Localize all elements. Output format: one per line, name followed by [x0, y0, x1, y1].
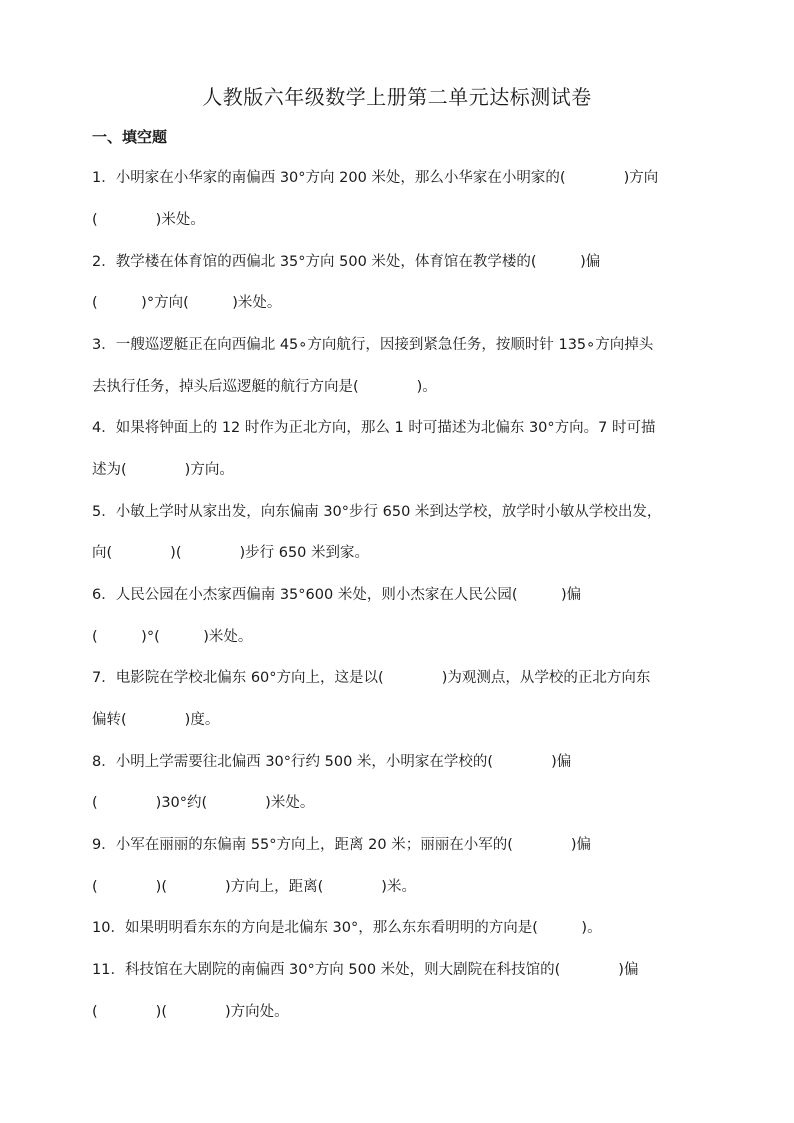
question-4-line-2: 述为( )方向。 [92, 462, 234, 478]
question-7-line-1: 7．电影院在学校北偏东 60°方向上，这是以( )为观测点，从学校的正北方向东 [92, 670, 651, 686]
question-2-line-2: ( )°方向( )米处。 [92, 295, 282, 311]
question-6-line-2: ( )°( )米处。 [92, 629, 253, 645]
question-1-line-2: ( )米处。 [92, 212, 205, 228]
page-title: 人教版六年级数学上册第二单元达标测试卷 [202, 85, 592, 109]
question-9-line-1: 9．小军在丽丽的东偏南 55°方向上，距离 20 米；丽丽在小军的( )偏 [92, 837, 592, 853]
question-11-line-1: 11．科技馆在大剧院的南偏西 30°方向 500 米处，则大剧院在科技馆的( )偏 [92, 962, 639, 978]
question-7-line-2: 偏转( )度。 [92, 712, 220, 728]
question-5-line-1: 5．小敏上学时从家出发，向东偏南 30°步行 650 米到达学校，放学时小敏从学校出发， [92, 504, 662, 520]
question-11-line-2: ( )( )方向处。 [92, 1004, 289, 1020]
question-6-line-1: 6．人民公园在小杰家西偏南 35°600 米处，则小杰家在人民公园( )偏 [92, 587, 582, 603]
question-5-line-2: 向( )( )步行 650 米到家。 [92, 545, 370, 561]
question-3-line-1: 3．一艘巡逻艇正在向西偏北 45∘方向航行，因接到紧急任务，按顺时针 135∘方向掉头 [92, 337, 654, 353]
question-2-line-1: 2．教学楼在体育馆的西偏北 35°方向 500 米处，体育馆在教学楼的( )偏 [92, 254, 601, 270]
question-8-line-2: ( )30°约( )米处。 [92, 795, 315, 811]
question-3-line-2: 去执行任务，掉头后巡逻艇的航行方向是( )。 [92, 379, 437, 395]
question-10-line-1: 10．如果明明看东东的方向是北偏东 30°，那么东东看明明的方向是( )。 [92, 920, 602, 936]
question-4-line-1: 4．如果将钟面上的 12 时作为正北方向，那么 1 时可描述为北偏东 30°方向。7 时可描 [92, 420, 656, 436]
section-heading: 一、填空题 [92, 128, 168, 146]
question-8-line-1: 8．小明上学需要往北偏西 30°行约 500 米，小明家在学校的( )偏 [92, 754, 572, 770]
question-1-line-1: 1．小明家在小华家的南偏西 30°方向 200 米处，那么小华家在小明家的( )方向 [92, 170, 659, 186]
question-9-line-2: ( )( )方向上，距离( )米。 [92, 879, 416, 895]
